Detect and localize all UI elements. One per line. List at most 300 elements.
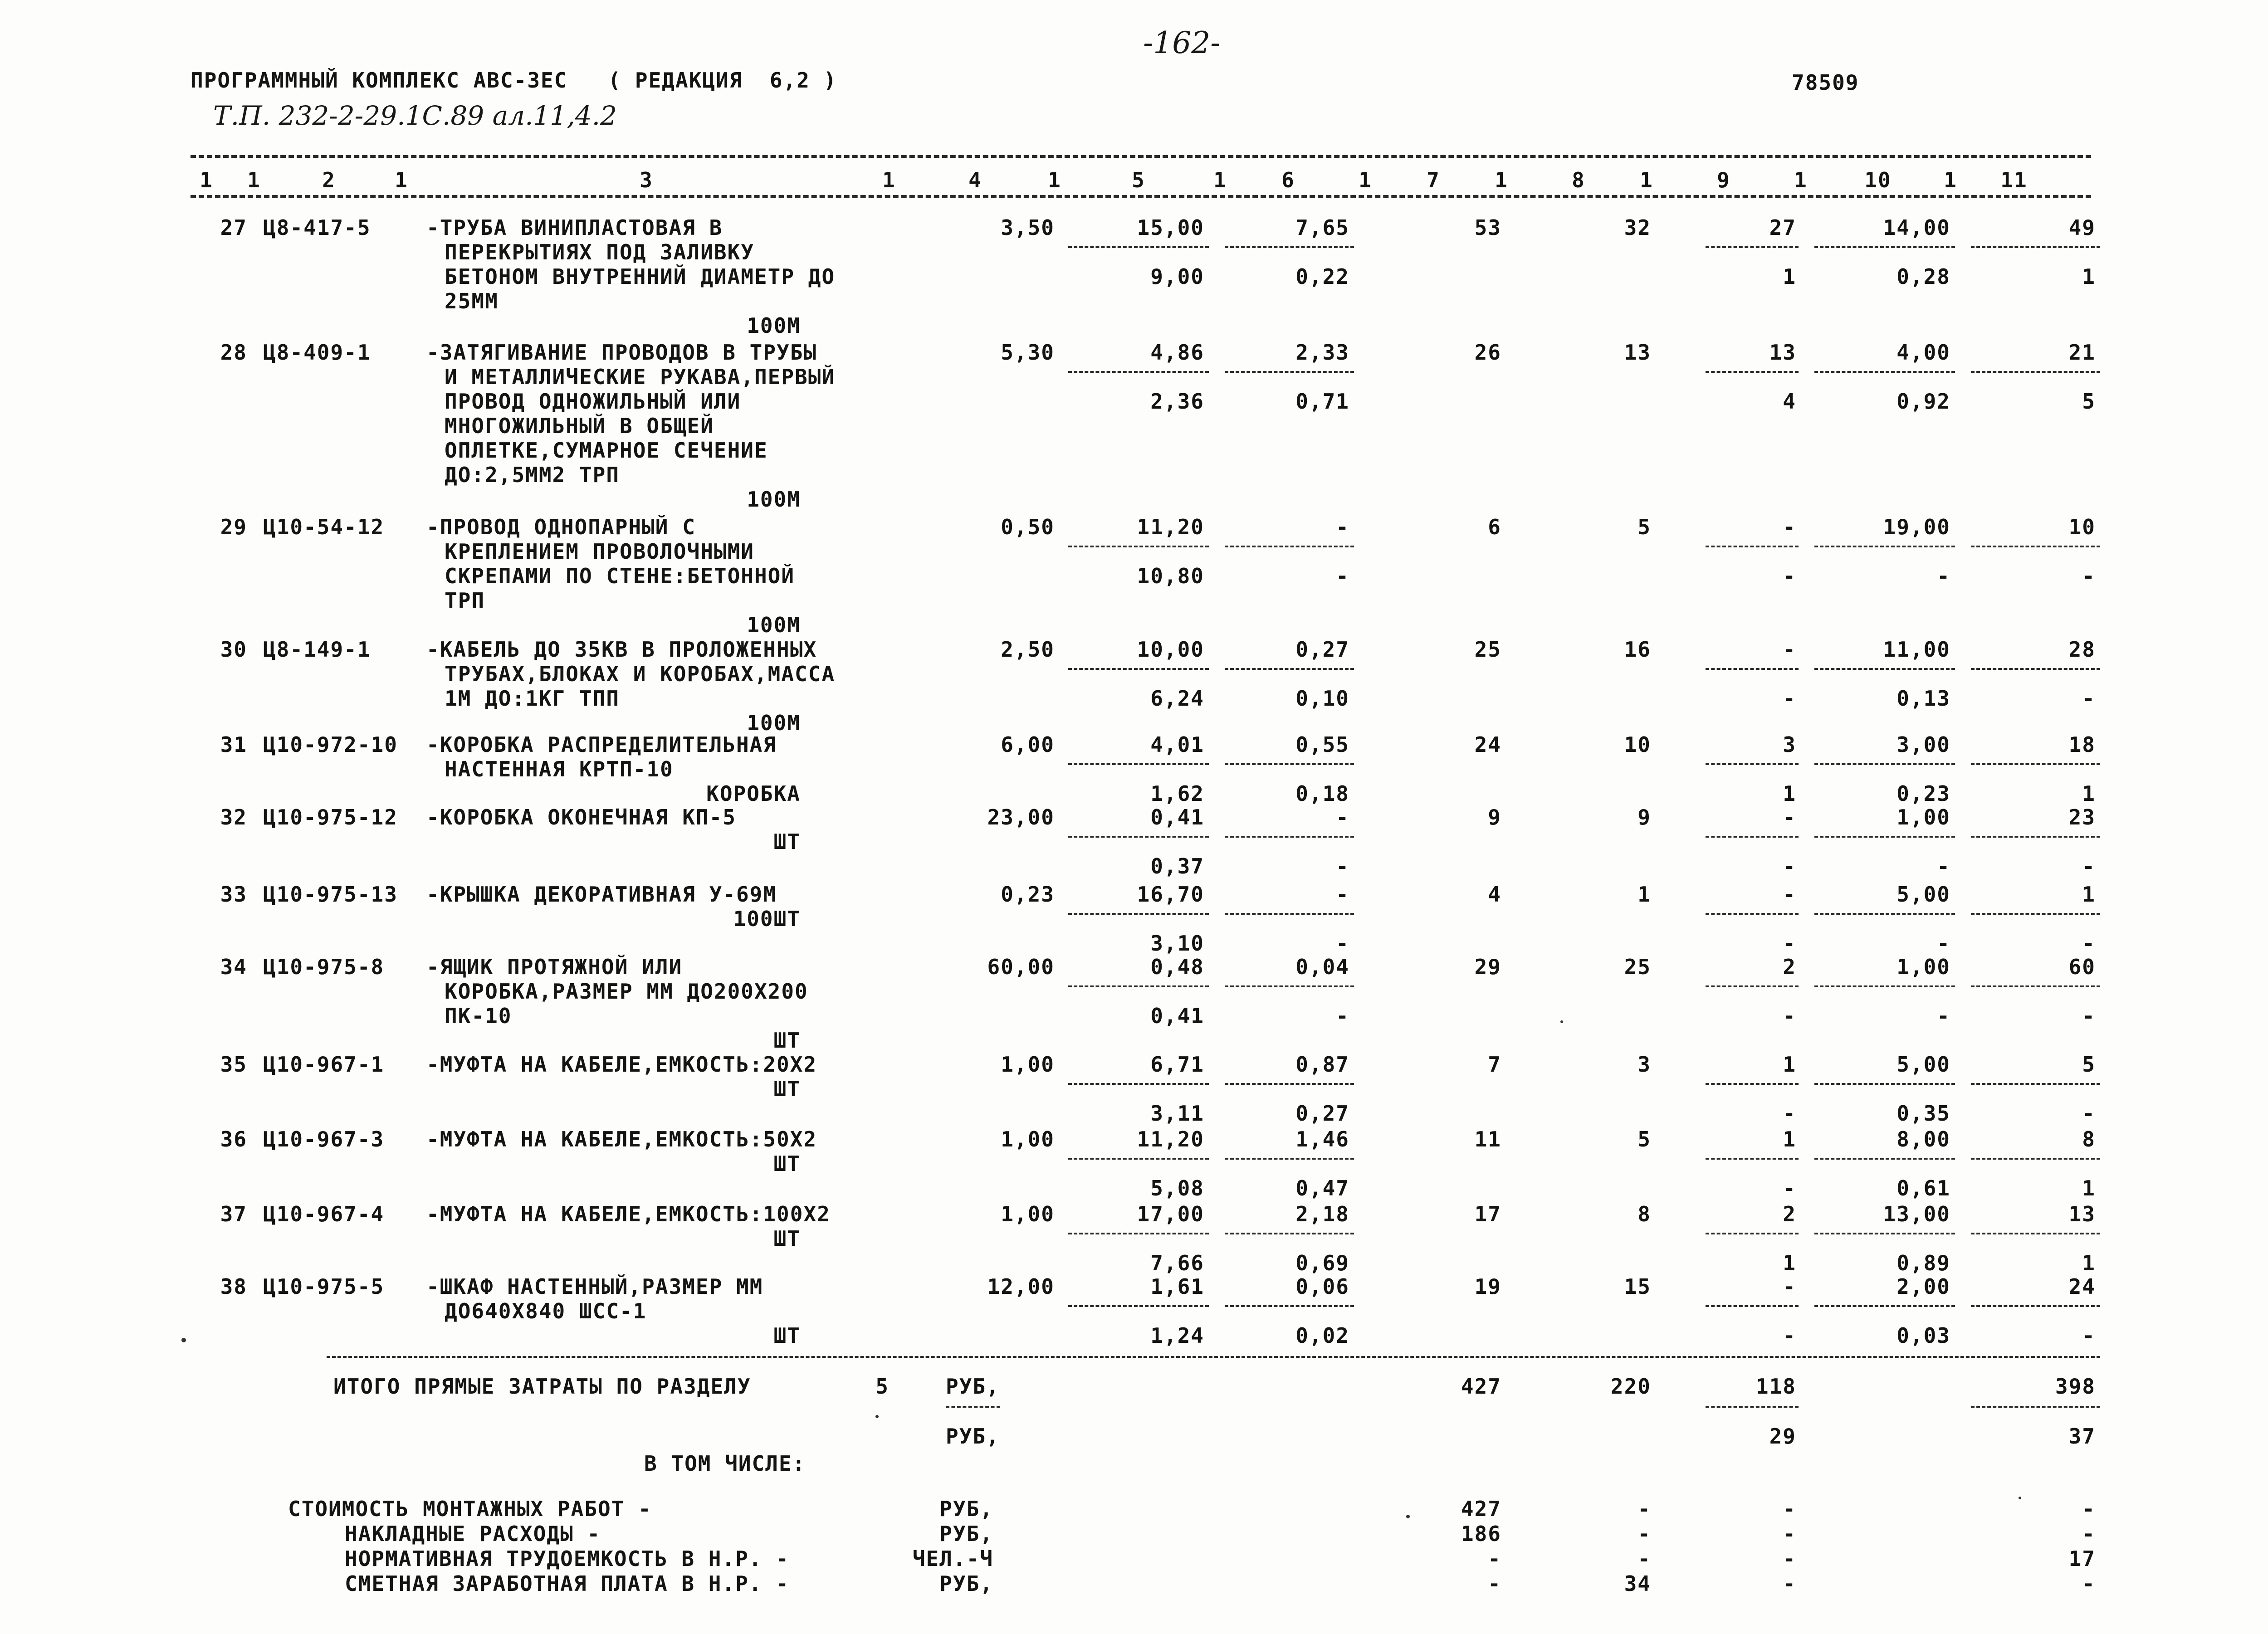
unit-cost-separator [1068,1083,1209,1085]
column-header: 5 [1132,168,1145,192]
col7-value: 6 [1488,515,1501,539]
item-description: 1М ДО:1КГ ТПП [445,686,620,711]
col9-value: - [1783,882,1796,907]
item-code: Ц10-975-13 [263,882,398,907]
header-rule-bottom [191,195,2091,198]
unit-separator [946,1406,1000,1408]
item-description: -КАБЕЛЬ ДО 35КВ В ПРОЛОЖЕННЫХ [426,637,817,662]
summary-unit: РУБ, [939,1522,993,1546]
quantity: 12,00 [987,1274,1055,1299]
col7-value: 29 [1474,955,1501,979]
col9-value-separator [1706,371,1799,373]
column-header: 1 [247,168,261,192]
item-description: ТРП [445,588,485,613]
item-unit: КОРОБКА [706,781,801,806]
summary-col8: - [1637,1546,1651,1571]
quantity: 60,00 [987,955,1055,979]
unit-cost: 0,48 [1150,955,1204,979]
column-header: 1 [1359,168,1372,192]
col11-value: 8 [2082,1127,2096,1151]
col9-value: 3 [1783,732,1796,757]
unit-cost-machines: 0,04 [1295,955,1349,979]
col9-value-lower: - [1783,931,1796,956]
totals-unit: РУБ, [946,1424,1000,1449]
item-description: ПРОВОД ОДНОЖИЛЬНЫЙ ИЛИ [445,389,741,414]
unit-cost-machines: 0,27 [1295,637,1349,662]
column-header: 3 [640,168,653,192]
col7-value: 17 [1474,1202,1501,1226]
col10-value: 1,00 [1897,955,1950,979]
scan-speck [875,1415,879,1418]
unit-cost-lower: 2,36 [1150,389,1204,414]
item-number: 28 [220,340,247,365]
totals-col11: 398 [2055,1374,2096,1399]
unit-cost-lower: 9,00 [1150,264,1204,289]
quantity: 5,30 [1001,340,1055,365]
unit-cost-separator [1068,246,1209,248]
col11-value-lower: - [2082,931,2096,956]
col10-value: 19,00 [1883,515,1950,539]
unit-cost-machines-lower: 0,10 [1295,686,1349,711]
summary-label: СМЕТНАЯ ЗАРАБОТНАЯ ПЛАТА В Н.Р. - [345,1571,789,1596]
item-description: ДО:2,5ММ2 ТРП [445,463,620,487]
unit-cost-separator [1068,371,1209,373]
col9-value-separator [1706,1083,1799,1085]
column-header: 8 [1572,168,1585,192]
col9-value-separator [1706,1233,1799,1234]
col9-value: - [1783,805,1796,829]
col11-value-separator [1971,913,2100,915]
unit-cost-lower: 0,37 [1150,854,1204,878]
summary-unit: ЧЕЛ.-Ч [912,1546,993,1571]
item-unit: 100М [747,613,801,637]
col10-value-lower: 0,92 [1897,389,1950,414]
col9-value: 27 [1769,215,1796,240]
unit-cost-lower: 3,11 [1150,1101,1204,1126]
item-number: 32 [220,805,247,829]
col10-value: 4,00 [1897,340,1950,365]
col7-value: 25 [1474,637,1501,662]
item-description: КОРОБКА,РАЗМЕР ММ ДО200Х200 [445,979,808,1004]
col9-value: - [1783,1274,1796,1299]
col9-value-lower: 1 [1783,264,1796,289]
item-description: ДО640Х840 ШСС-1 [445,1299,647,1323]
summary-col9: - [1783,1546,1796,1571]
unit-cost-separator [1068,763,1209,765]
col11-value-lower: 1 [2082,264,2096,289]
col9-value-separator [1706,546,1799,547]
program-title: ПРОГРАММНЫЙ КОМПЛЕКС АВС-ЗЕС ( РЕДАКЦИЯ 6,2 ) [191,68,837,93]
column-header: 2 [322,168,336,192]
item-description: ПК-10 [445,1004,512,1028]
col9-value-lower: 4 [1783,389,1796,414]
item-unit: 100М [747,711,801,735]
totals-col11-lower: 37 [2068,1424,2096,1449]
col11-value: 49 [2068,215,2096,240]
unit-cost-machines-separator [1225,1083,1354,1085]
col9-value-lower: - [1783,854,1796,878]
unit-cost-machines-lower: 0,47 [1295,1176,1349,1200]
summary-col7: 427 [1461,1497,1501,1521]
unit-cost-lower: 0,41 [1150,1004,1204,1028]
unit-cost-lower: 5,08 [1150,1176,1204,1200]
unit-cost-machines: 0,87 [1295,1052,1349,1077]
col10-value-separator [1814,1305,1955,1307]
column-header: 1 [395,168,408,192]
summary-label: НАКЛАДНЫЕ РАСХОДЫ - [345,1522,601,1546]
col8-value: 3 [1637,1052,1651,1077]
col10-value: 14,00 [1883,215,1950,240]
item-description: -МУФТА НА КАБЕЛЕ,ЕМКОСТЬ:50Х2 [426,1127,817,1151]
col9-value-separator [1706,836,1799,838]
col7-value: 19 [1474,1274,1501,1299]
column-header: 1 [1640,168,1653,192]
summary-unit: РУБ, [939,1497,993,1521]
unit-cost-lower: 1,24 [1150,1323,1204,1348]
item-code: Ц10-975-8 [263,955,385,979]
summary-col11: 17 [2068,1546,2096,1571]
unit-cost: 17,00 [1137,1202,1204,1226]
item-description: -МУФТА НА КАБЕЛЕ,ЕМКОСТЬ:100Х2 [426,1202,831,1226]
item-unit: ШТ [773,829,801,854]
item-description: -КОРОБКА РАСПРЕДЕЛИТЕЛЬНАЯ [426,732,777,757]
summary-col11: - [2082,1571,2096,1596]
col10-value: 5,00 [1897,882,1950,907]
unit-cost-machines-separator [1225,1158,1354,1160]
item-unit: 100ШТ [733,907,801,931]
unit-cost-separator [1068,913,1209,915]
col8-value: 8 [1637,1202,1651,1226]
col11-value-separator [1971,371,2100,373]
col8-value: 9 [1637,805,1651,829]
item-description: МНОГОЖИЛЬНЫЙ В ОБЩЕЙ [445,414,714,438]
item-description: -ЗАТЯГИВАНИЕ ПРОВОДОВ В ТРУБЫ [426,340,817,365]
col9-value: 2 [1783,955,1796,979]
item-number: 30 [220,637,247,662]
unit-cost-machines-separator [1225,371,1354,373]
item-unit: ШТ [773,1028,801,1053]
unit-cost: 11,20 [1137,515,1204,539]
item-code: Ц10-967-4 [263,1202,385,1226]
unit-cost: 11,20 [1137,1127,1204,1151]
col11-value: 60 [2068,955,2096,979]
unit-cost-machines: 0,55 [1295,732,1349,757]
col10-value-separator [1814,1083,1955,1085]
column-header: 1 [1944,168,1957,192]
summary-label: НОРМАТИВНАЯ ТРУДОЕМКОСТЬ В Н.Р. - [345,1546,789,1571]
col7-value: 11 [1474,1127,1501,1151]
col10-value: 1,00 [1897,805,1950,829]
unit-cost-machines-separator [1225,836,1354,838]
col8-value: 5 [1637,515,1651,539]
col9-value: 1 [1783,1052,1796,1077]
col11-value: 18 [2068,732,2096,757]
unit-cost-lower: 3,10 [1150,931,1204,956]
col8-value: 5 [1637,1127,1651,1151]
unit-cost: 4,01 [1150,732,1204,757]
item-code: Ц10-54-12 [263,515,385,539]
summary-col8: - [1637,1497,1651,1521]
column-header: 1 [200,168,213,192]
column-header: 1 [1794,168,1808,192]
col11-value-separator [1971,546,2100,547]
summary-unit: РУБ, [939,1571,993,1596]
col11-value-separator [1971,763,2100,765]
col10-value-lower: - [1937,1004,1950,1028]
item-description: -КОРОБКА ОКОНЕЧНАЯ КП-5 [426,805,736,829]
col9-value-separator [1706,668,1799,670]
item-description: -МУФТА НА КАБЕЛЕ,ЕМКОСТЬ:20Х2 [426,1052,817,1077]
item-number: 29 [220,515,247,539]
unit-cost-machines-lower: - [1336,1004,1349,1028]
unit-cost: 6,71 [1150,1052,1204,1077]
unit-cost-machines-lower: 0,71 [1295,389,1349,414]
unit-cost-separator [1068,1233,1209,1234]
unit-cost-machines-separator [1225,668,1354,670]
col10-value-lower: 0,61 [1897,1176,1950,1200]
totals-col9-separator [1706,1406,1799,1408]
header-rule-top [191,155,2091,158]
col11-value: 23 [2068,805,2096,829]
unit-cost: 15,00 [1137,215,1204,240]
totals-col9: 118 [1755,1374,1796,1399]
col8-value: 16 [1624,637,1651,662]
unit-cost-lower: 10,80 [1137,564,1204,588]
document-number: 78509 [1792,70,1859,95]
unit-cost-machines: 2,18 [1295,1202,1349,1226]
col9-value-lower: - [1783,564,1796,588]
col11-value-lower: - [2082,854,2096,878]
item-unit: ШТ [773,1151,801,1176]
col7-value: 7 [1488,1052,1501,1077]
totals-col8: 220 [1610,1374,1651,1399]
col8-value: 15 [1624,1274,1651,1299]
totals-label: ИТОГО ПРЯМЫЕ ЗАТРАТЫ ПО РАЗДЕЛУ [333,1374,751,1399]
col7-value: 53 [1474,215,1501,240]
item-description: ПЕРЕКРЫТИЯХ ПОД ЗАЛИВКУ [445,240,754,264]
col11-value-separator [1971,1305,2100,1307]
summary-col9: - [1783,1497,1796,1521]
col11-value: 5 [2082,1052,2096,1077]
item-number: 33 [220,882,247,907]
unit-cost-machines-lower: 0,22 [1295,264,1349,289]
scan-speck [1406,1515,1410,1518]
item-number: 36 [220,1127,247,1151]
item-description: КРЕПЛЕНИЕМ ПРОВОЛОЧНЫМИ [445,539,754,564]
scan-speck [2019,1497,2021,1499]
item-code: Ц10-967-1 [263,1052,385,1077]
totals-unit: РУБ, [946,1374,1000,1399]
quantity: 1,00 [1001,1202,1055,1226]
unit-cost: 4,86 [1150,340,1204,365]
item-code: Ц10-975-12 [263,805,398,829]
item-code: Ц8-149-1 [263,637,371,662]
item-description: НАСТЕННАЯ КРТП-10 [445,757,674,781]
column-header: 1 [1213,168,1227,192]
quantity: 2,50 [1001,637,1055,662]
col7-value: 24 [1474,732,1501,757]
col10-value-separator [1814,836,1955,838]
col11-value: 21 [2068,340,2096,365]
col11-value-lower: - [2082,686,2096,711]
col11-value-separator [1971,668,2100,670]
unit-cost: 10,00 [1137,637,1204,662]
col10-value-lower: 0,23 [1897,781,1950,806]
unit-cost-separator [1068,1305,1209,1307]
col11-value-lower: 1 [2082,1251,2096,1275]
col10-value-lower: 0,28 [1897,264,1950,289]
item-description: 25ММ [445,289,499,313]
unit-cost-machines-separator [1225,985,1354,987]
section-rule [327,1356,2100,1358]
col10-value: 13,00 [1883,1202,1950,1226]
summary-col7: - [1488,1546,1501,1571]
col10-value-separator [1814,668,1955,670]
col7-value: 4 [1488,882,1501,907]
col10-value-lower: - [1937,931,1950,956]
unit-cost-machines-lower: - [1336,854,1349,878]
col10-value-separator [1814,1158,1955,1160]
unit-cost-separator [1068,1158,1209,1160]
quantity: 0,23 [1001,882,1055,907]
summary-col9: - [1783,1571,1796,1596]
item-description: -ТРУБА ВИНИПЛАСТОВАЯ В [426,215,723,240]
item-description: -КРЫШКА ДЕКОРАТИВНАЯ У-69М [426,882,777,907]
column-header: 10 [1864,168,1892,192]
item-code: Ц10-975-5 [263,1274,385,1299]
item-number: 34 [220,955,247,979]
item-unit: ШТ [773,1077,801,1101]
unit-cost-machines: - [1336,882,1349,907]
quantity: 1,00 [1001,1127,1055,1151]
col11-value-lower: - [2082,1323,2096,1348]
col7-value: 9 [1488,805,1501,829]
col11-value: 10 [2068,515,2096,539]
unit-cost-lower: 6,24 [1150,686,1204,711]
col9-value-separator [1706,763,1799,765]
summary-col9: - [1783,1522,1796,1546]
item-code: Ц8-417-5 [263,215,371,240]
item-description: БЕТОНОМ ВНУТРЕННИЙ ДИАМЕТР ДО [445,264,836,289]
item-description: -ЯЩИК ПРОТЯЖНОЙ ИЛИ [426,955,683,979]
quantity: 1,00 [1001,1052,1055,1077]
item-description: -ШКАФ НАСТЕННЫЙ,РАЗМЕР ММ [426,1274,763,1299]
quantity: 3,50 [1001,215,1055,240]
summary-label: СТОИМОСТЬ МОНТАЖНЫХ РАБОТ - [288,1497,652,1521]
unit-cost-lower: 1,62 [1150,781,1204,806]
unit-cost-separator [1068,546,1209,547]
col9-value: 2 [1783,1202,1796,1226]
col10-value-separator [1814,371,1955,373]
col11-value-lower: - [2082,1004,2096,1028]
totals-section: 5 [875,1374,889,1399]
col11-value-separator [1971,1158,2100,1160]
col9-value-separator [1706,913,1799,915]
unit-cost: 0,41 [1150,805,1204,829]
col10-value-lower: 0,13 [1897,686,1950,711]
col11-value: 28 [2068,637,2096,662]
item-number: 27 [220,215,247,240]
col9-value: - [1783,515,1796,539]
col10-value: 3,00 [1897,732,1950,757]
col9-value-separator [1706,985,1799,987]
unit-cost-separator [1068,836,1209,838]
unit-cost-machines: 1,46 [1295,1127,1349,1151]
item-unit: 100М [747,487,801,512]
col9-value-lower: - [1783,686,1796,711]
unit-cost-machines-separator [1225,1305,1354,1307]
col11-value-separator [1971,1233,2100,1234]
col10-value-separator [1814,985,1955,987]
unit-cost-machines: 0,06 [1295,1274,1349,1299]
handwritten-reference: Т.П. 232-2-29.1С.89 ал.11,4.2 [213,100,617,131]
col10-value: 11,00 [1883,637,1950,662]
item-description: ОПЛЕТКЕ,СУМАРНОЕ СЕЧЕНИЕ [445,438,768,463]
item-number: 38 [220,1274,247,1299]
item-description: И МЕТАЛЛИЧЕСКИЕ РУКАВА,ПЕРВЫЙ [445,365,836,389]
col11-value-lower: 1 [2082,781,2096,806]
col10-value: 5,00 [1897,1052,1950,1077]
column-header: 1 [1495,168,1508,192]
unit-cost-machines-lower: 0,18 [1295,781,1349,806]
col7-value: 26 [1474,340,1501,365]
summary-col11: - [2082,1522,2096,1546]
unit-cost-machines-separator [1225,546,1354,547]
summary-col7: 186 [1461,1522,1501,1546]
scan-speck [1560,1020,1563,1023]
summary-col11: - [2082,1497,2096,1521]
col8-value: 1 [1637,882,1651,907]
item-description: -ПРОВОД ОДНОПАРНЫЙ С [426,515,696,539]
col9-value-separator [1706,1158,1799,1160]
column-header: 4 [968,168,982,192]
col10-value-separator [1814,1233,1955,1234]
unit-cost-machines-lower: 0,69 [1295,1251,1349,1275]
col9-value: 1 [1783,1127,1796,1151]
unit-cost-machines-separator [1225,763,1354,765]
item-code: Ц10-967-3 [263,1127,385,1151]
col11-value-lower: - [2082,564,2096,588]
col10-value-separator [1814,246,1955,248]
quantity: 23,00 [987,805,1055,829]
item-unit: ШТ [773,1226,801,1251]
totals-col7: 427 [1461,1374,1501,1399]
col11-value-separator [1971,1083,2100,1085]
unit-cost-machines-lower: 0,27 [1295,1101,1349,1126]
unit-cost-machines-separator [1225,246,1354,248]
quantity: 0,50 [1001,515,1055,539]
item-number: 35 [220,1052,247,1077]
item-number: 37 [220,1202,247,1226]
item-number: 31 [220,732,247,757]
summary-col8: - [1637,1522,1651,1546]
column-header: 1 [882,168,896,192]
unit-cost-machines-separator [1225,913,1354,915]
col9-value: - [1783,637,1796,662]
col10-value-separator [1814,763,1955,765]
col10-value: 2,00 [1897,1274,1950,1299]
col9-value: 13 [1769,340,1796,365]
col8-value: 10 [1624,732,1651,757]
unit-cost-machines: 2,33 [1295,340,1349,365]
col10-value-lower: - [1937,854,1950,878]
col9-value-separator [1706,246,1799,248]
item-unit: 100М [747,313,801,338]
item-description: ТРУБАХ,БЛОКАХ И КОРОБАХ,МАССА [445,662,836,686]
col11-value: 24 [2068,1274,2096,1299]
col11-value: 1 [2082,882,2096,907]
col10-value-lower: - [1937,564,1950,588]
